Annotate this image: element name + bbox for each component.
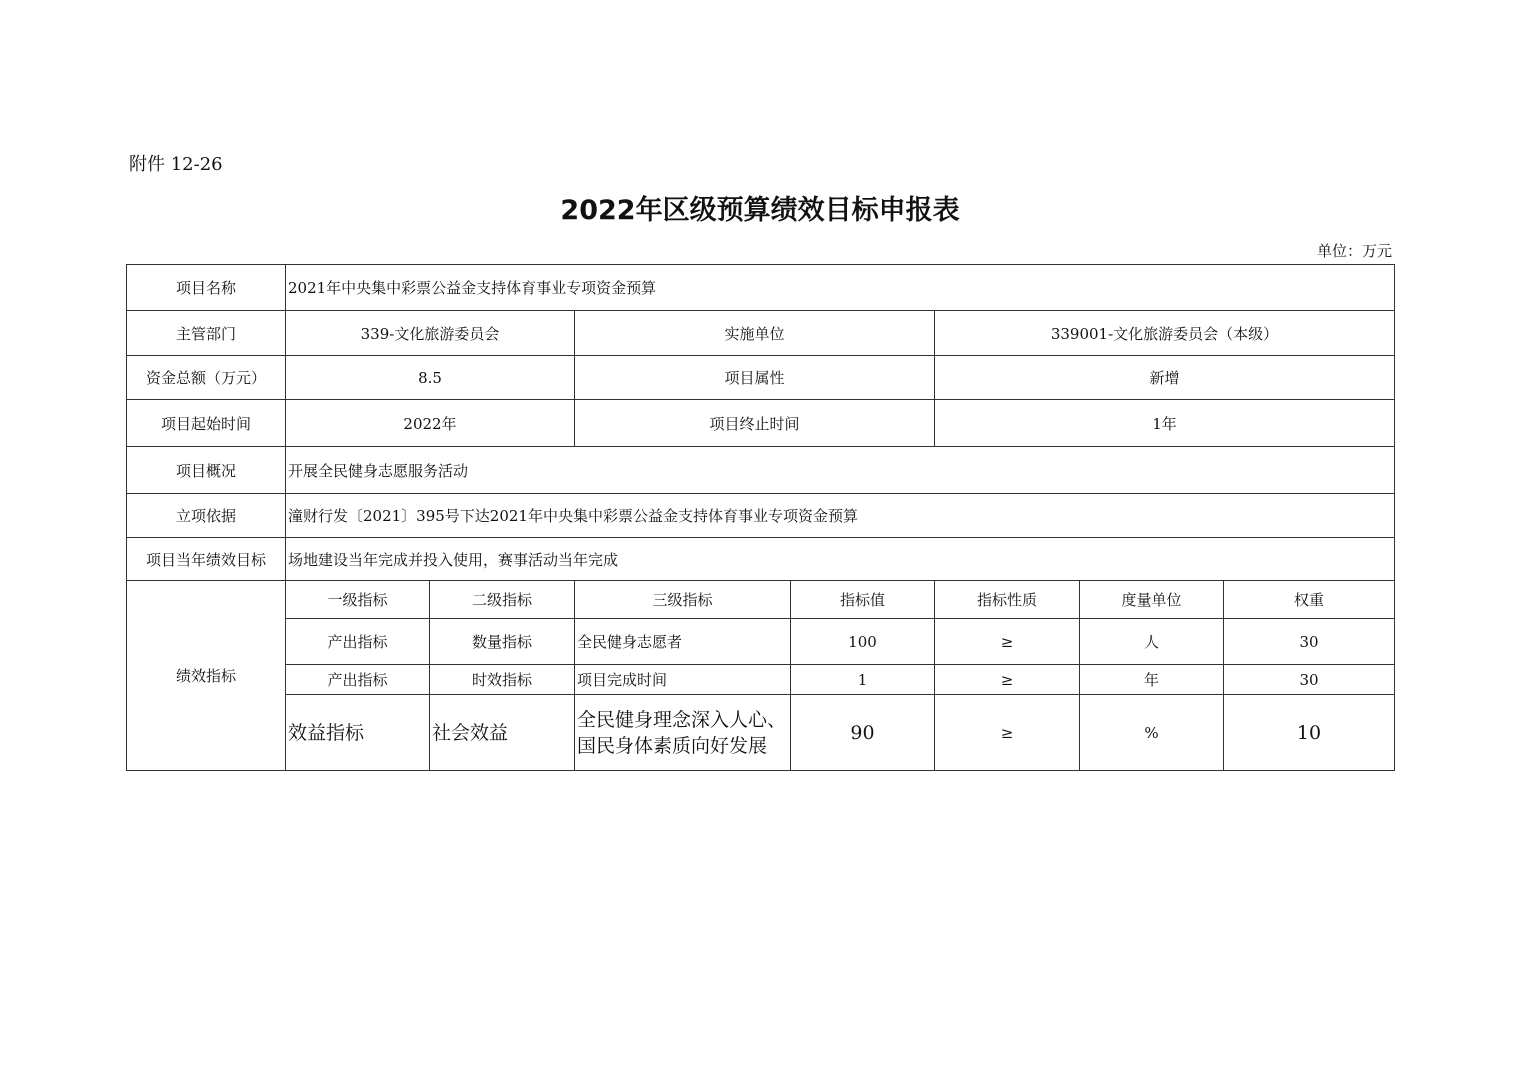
row-department xyxy=(127,311,1395,356)
fund-value: 8.5 xyxy=(286,356,575,400)
indicator-nature: ≥ xyxy=(935,619,1080,665)
indicator-row xyxy=(127,665,1395,695)
row-fund xyxy=(127,356,1395,400)
basis-value: 潼财行发〔2021〕395号下达2021年中央集中彩票公益金支持体育事业专项资金预算 xyxy=(286,494,1395,538)
indicator-unit: % xyxy=(1080,695,1224,771)
attr-label: 项目属性 xyxy=(575,356,935,400)
overview-value: 开展全民健身志愿服务活动 xyxy=(286,447,1395,494)
indicator-weight: 10 xyxy=(1224,695,1395,771)
indicator-level1: 产出指标 xyxy=(286,665,430,695)
indicator-level1: 效益指标 xyxy=(286,695,430,771)
header-level3: 三级指标 xyxy=(575,581,791,619)
budget-performance-table xyxy=(126,264,1395,771)
indicator-level3: 全民健身理念深入人心、国民身体素质向好发展 xyxy=(575,695,791,771)
indicator-weight: 30 xyxy=(1224,665,1395,695)
impl-label: 实施单位 xyxy=(575,311,935,356)
indicator-level2: 数量指标 xyxy=(430,619,575,665)
dept-value: 339-文化旅游委员会 xyxy=(286,311,575,356)
indicator-nature: ≥ xyxy=(935,665,1080,695)
attachment-number: 附件 12-26 xyxy=(129,154,223,175)
indicator-unit: 年 xyxy=(1080,665,1224,695)
indicator-level3: 全民健身志愿者 xyxy=(575,619,791,665)
header-weight: 权重 xyxy=(1224,581,1395,619)
row-basis xyxy=(127,494,1395,538)
indicator-value: 90 xyxy=(791,695,935,771)
row-overview xyxy=(127,447,1395,494)
header-level2: 二级指标 xyxy=(430,581,575,619)
end-label: 项目终止时间 xyxy=(575,400,935,447)
page-title: 2022年区级预算绩效目标申报表 xyxy=(560,195,960,226)
basis-label: 立项依据 xyxy=(127,494,286,538)
header-nature: 指标性质 xyxy=(935,581,1080,619)
end-value: 1年 xyxy=(935,400,1395,447)
goal-label: 项目当年绩效目标 xyxy=(127,538,286,581)
header-unit: 度量单位 xyxy=(1080,581,1224,619)
indicator-level2: 时效指标 xyxy=(430,665,575,695)
indicator-unit: 人 xyxy=(1080,619,1224,665)
impl-value: 339001-文化旅游委员会（本级） xyxy=(935,311,1395,356)
indicator-row xyxy=(127,619,1395,665)
indicator-row xyxy=(127,695,1395,771)
row-project-name xyxy=(127,265,1395,311)
row-goal xyxy=(127,538,1395,581)
header-level1: 一级指标 xyxy=(286,581,430,619)
project-name-label: 项目名称 xyxy=(127,265,286,311)
indicator-level3: 项目完成时间 xyxy=(575,665,791,695)
indicator-nature: ≥ xyxy=(935,695,1080,771)
dept-label: 主管部门 xyxy=(127,311,286,356)
indicator-level1: 产出指标 xyxy=(286,619,430,665)
overview-label: 项目概况 xyxy=(127,447,286,494)
indicator-value: 100 xyxy=(791,619,935,665)
indicator-value: 1 xyxy=(791,665,935,695)
project-name-value: 2021年中央集中彩票公益金支持体育事业专项资金预算 xyxy=(286,265,1395,311)
indicators-section-label: 绩效指标 xyxy=(127,581,286,771)
indicator-weight: 30 xyxy=(1224,619,1395,665)
start-label: 项目起始时间 xyxy=(127,400,286,447)
attr-value: 新增 xyxy=(935,356,1395,400)
fund-label: 资金总额（万元） xyxy=(127,356,286,400)
indicator-header-row xyxy=(127,581,1395,619)
row-time xyxy=(127,400,1395,447)
start-value: 2022年 xyxy=(286,400,575,447)
header-value: 指标值 xyxy=(791,581,935,619)
indicator-level2: 社会效益 xyxy=(430,695,575,771)
unit-label: 单位：万元 xyxy=(1316,242,1392,260)
goal-value: 场地建设当年完成并投入使用，赛事活动当年完成 xyxy=(286,538,1395,581)
